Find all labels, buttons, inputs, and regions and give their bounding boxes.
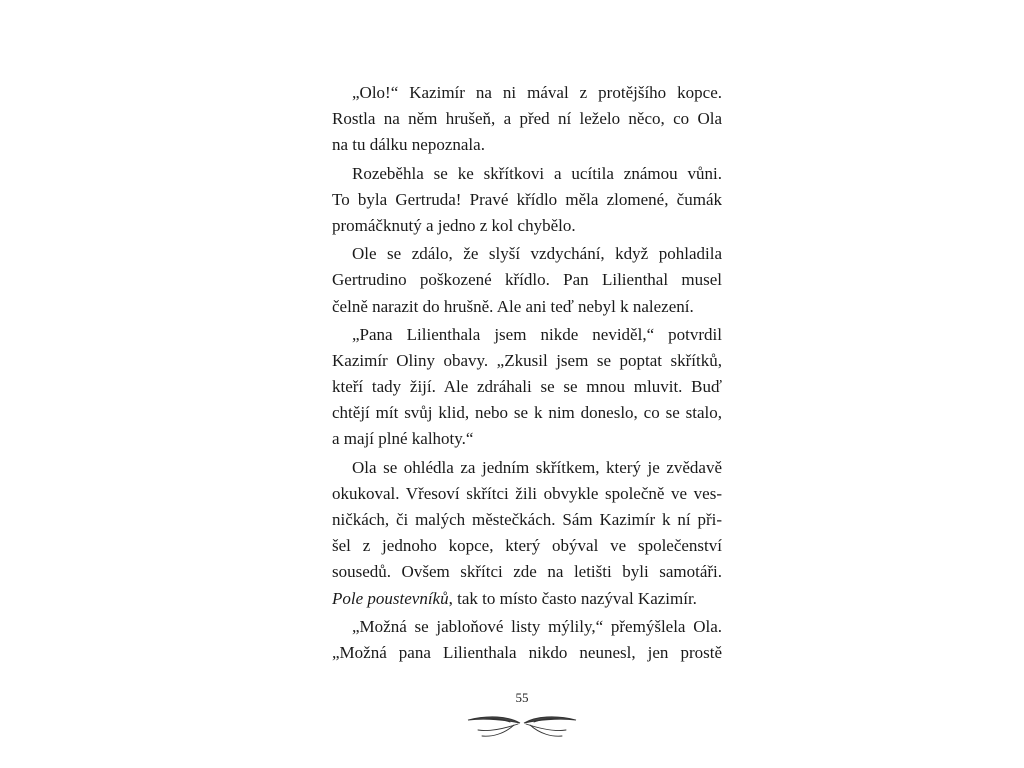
text-line: okukoval. Vřesoví skřítci žili obvykle společně ve ves- (332, 483, 722, 503)
paragraph-6 (332, 614, 722, 666)
page-number: 55 (515, 690, 529, 705)
text-line: Ola se ohlédla za jedním skřítkem, který je zvědavě (352, 457, 722, 477)
text-line: „Olo!“ Kazimír na ni mával z protějšího kopce. (352, 83, 722, 102)
text-line: chtějí mít svůj klid, nebo se k nim doneslo, co se stalo, (332, 403, 722, 423)
text-line: na tu dálku nepoznala. (332, 135, 485, 155)
paragraph-2 (332, 161, 722, 240)
italic-place-name: Pole poustevníků (332, 588, 449, 608)
body-text (332, 80, 722, 666)
leaf-ornament-icon (466, 710, 578, 738)
text-line: sousedů. Ovšem skřítci zde na letišti byli samotáři. (332, 562, 722, 582)
paragraph-1 (332, 80, 722, 159)
text-line: Gertrudino poškozené křídlo. Pan Lilienthal musel (332, 270, 722, 290)
text-line: „Možná se jabloňové listy mýlily,“ přemýšlela Ola. (352, 616, 722, 636)
text-line: „Možná pana Lilienthala nikdo neunesl, jen prostě (332, 642, 722, 662)
text-line (332, 586, 722, 612)
paragraph-5 (332, 455, 722, 612)
text-line: čelně narazit do hrušně. Ale ani teď nebyl k nalezení. (332, 296, 694, 316)
text-line: Rozeběhla se ke skřítkovi a ucítila známou vůni. (352, 163, 722, 183)
text-line-rest: , tak to místo často nazýval Kazimír. (448, 588, 697, 608)
text-line: Ole se zdálo, že slyší vzdychání, když pohladila (352, 244, 722, 264)
text-line: a mají plné kalhoty.“ (332, 429, 474, 449)
paragraph-3 (332, 241, 722, 320)
text-line: šel z jednoho kopce, který obýval ve společenství (332, 536, 722, 556)
text-line: Rostla na něm hrušeň, a před ní leželo něco, co Ola (332, 109, 722, 129)
text-line: Kazimír Oliny obavy. „Zkusil jsem se poptat skřítků, (332, 350, 722, 370)
text-line: To byla Gertruda! Pravé křídlo měla zlomené, čumák (332, 189, 722, 209)
text-line: promáčknutý a jedno z kol chybělo. (332, 215, 576, 235)
paragraph-4 (332, 322, 722, 453)
text-line: „Pana Lilienthala jsem nikde neviděl,“ potvrdil (352, 324, 722, 344)
text-line: ničkách, či malých městečkách. Sám Kazimír k ní při- (332, 510, 722, 529)
text-line: kteří tady žijí. Ale zdráhali se se mnou mluvit. Buď (332, 377, 722, 397)
